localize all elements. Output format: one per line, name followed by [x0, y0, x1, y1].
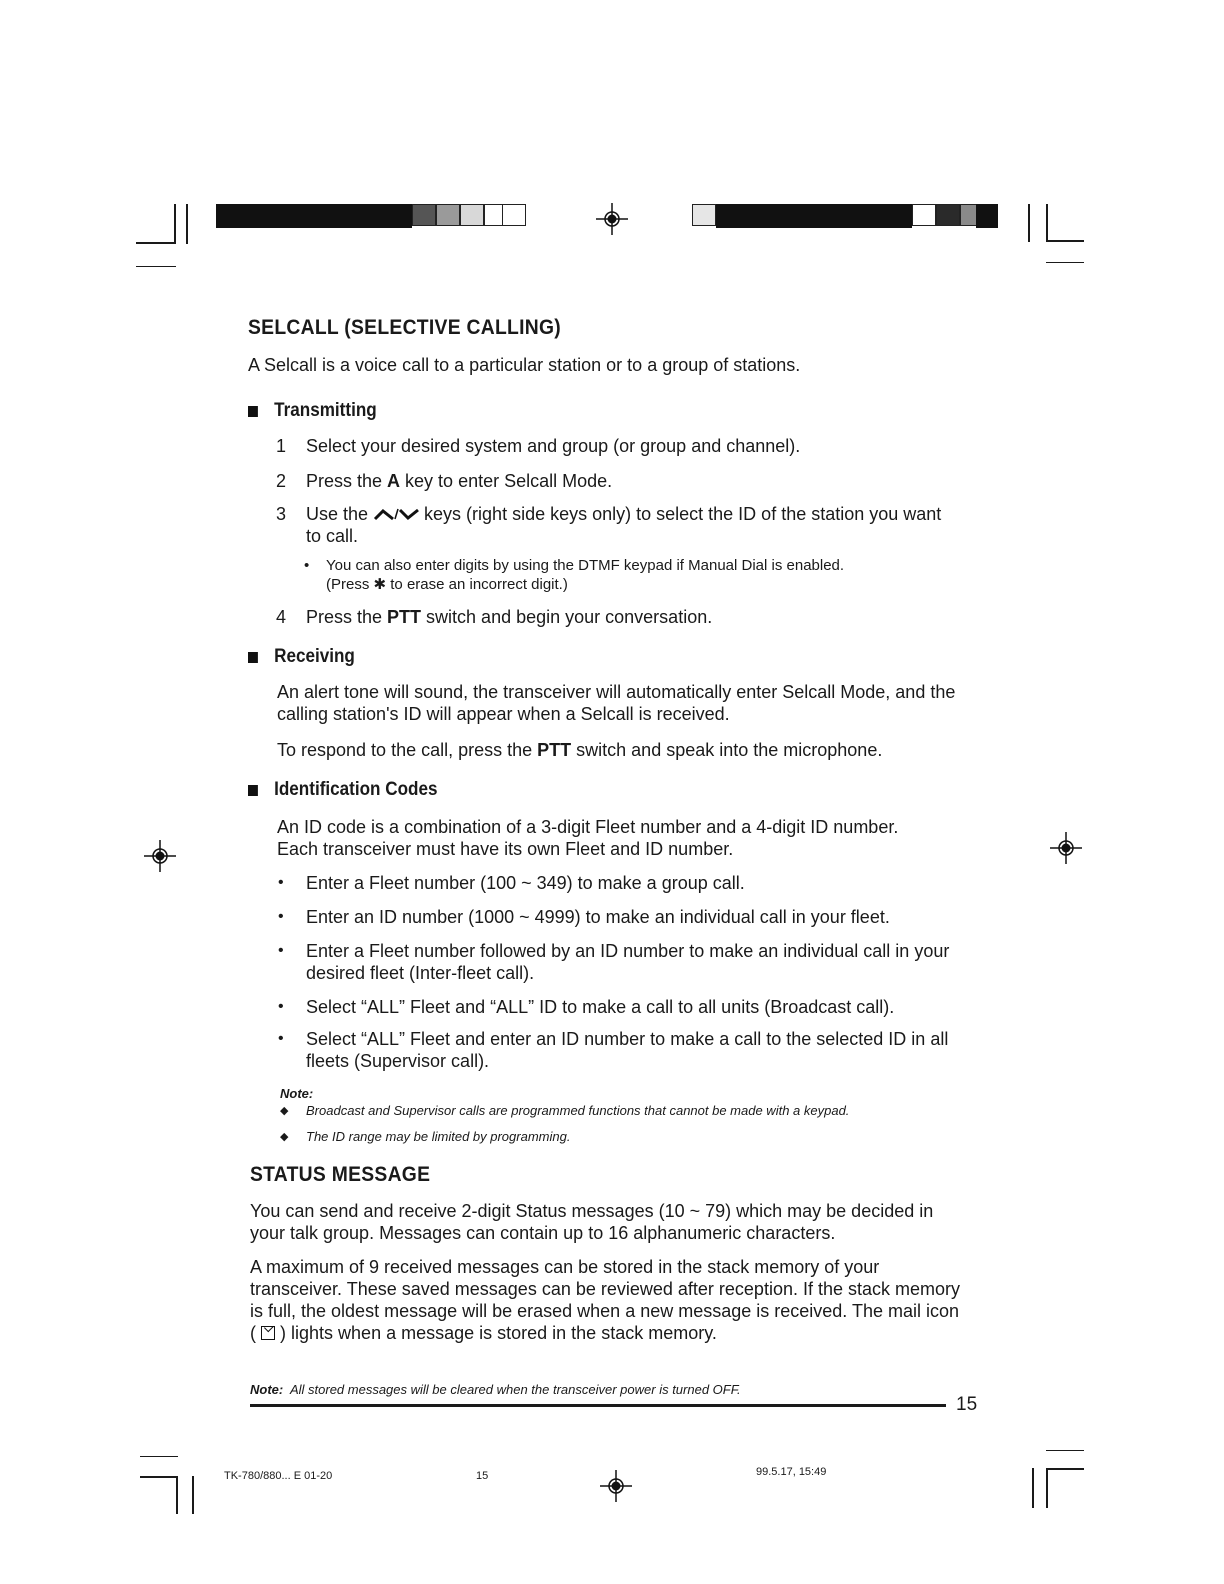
crop-mark — [1046, 1468, 1084, 1470]
key-a: A — [387, 471, 401, 491]
step-1: 1 Select your desired system and group (or group and channel). — [276, 436, 801, 456]
list-item: • Enter an ID number (1000 ~ 4999) to make an individual call in your fleet. — [278, 907, 890, 927]
section-title-selcall: SELCALL (SELECTIVE CALLING) — [248, 316, 562, 339]
bullet-square-icon — [248, 406, 258, 417]
bullet-square-icon — [248, 785, 258, 796]
crop-mark — [1032, 1468, 1034, 1508]
crop-mark — [174, 204, 176, 244]
asterisk-key-icon: ✱ — [373, 576, 387, 593]
up-down-arrow-keys-icon — [373, 504, 419, 524]
status-paragraph-2: A maximum of 9 received messages can be stored in the stack memory of your transceiver. These saved messages can be reviewed after reception. If the stack memory is full, the oldest message will be erased when a new message is received. The mail icon ( ) lights when a message is stored in the stack memory. — [250, 1257, 961, 1343]
note-label: Note: — [280, 1086, 314, 1101]
crop-mark — [140, 1456, 178, 1457]
registration-mark-icon — [1048, 830, 1084, 866]
sub-note: • You can also enter digits by using the DTMF keypad if Manual Dial is enabled. (Press ✱ to erase an incorrect digit.) — [304, 557, 845, 593]
crop-mark — [136, 242, 176, 244]
status-note: Note: All stored messages will be cleared when the transceiver power is turned OFF. — [250, 1382, 741, 1397]
note-item: ◆ Broadcast and Supervisor calls are programmed functions that cannot be made with a keypad. — [280, 1103, 850, 1118]
registration-mark-icon — [142, 838, 178, 874]
step-3: 3 Use the keys (right side keys only) to select the ID of the station you want to call. — [276, 504, 942, 546]
crop-mark — [1046, 204, 1048, 242]
crop-mark — [1046, 262, 1084, 263]
crop-mark — [192, 1476, 194, 1514]
list-item: • Select “ALL” Fleet and enter an ID number to make a call to the selected ID in all fleets (Supervisor call). — [278, 1029, 949, 1071]
registration-mark-icon — [594, 201, 630, 237]
heading-identification-codes: Identification Codes — [248, 779, 438, 801]
list-item: • Select “ALL” Fleet and “ALL” ID to make a call to all units (Broadcast call). — [278, 997, 895, 1017]
key-ptt: PTT — [537, 740, 572, 760]
step-2: 2 Press the A key to enter Selcall Mode. — [276, 471, 613, 491]
note-item: ◆ The ID range may be limited by programming. — [280, 1129, 571, 1144]
crop-mark — [140, 1476, 178, 1478]
section-title-status-message: STATUS MESSAGE — [250, 1163, 431, 1186]
selcall-intro: A Selcall is a voice call to a particular station or to a group of stations. — [248, 355, 801, 375]
footer-timestamp: 99.5.17, 15:49 — [756, 1466, 827, 1478]
step-4: 4 Press the PTT switch and begin your conversation. — [276, 607, 713, 627]
footer-page: 15 — [476, 1470, 489, 1482]
footer-file-id: TK-780/880... E 01-20 — [224, 1470, 333, 1482]
list-item: • Enter a Fleet number (100 ~ 349) to make a group call. — [278, 873, 745, 893]
crop-mark — [1028, 204, 1030, 242]
diamond-bullet-icon: ◆ — [280, 1105, 289, 1117]
color-bar-left — [216, 204, 526, 228]
key-ptt: PTT — [387, 607, 422, 627]
status-paragraph-1: You can send and receive 2-digit Status messages (10 ~ 79) which may be decided in your talk group. Messages can contain up to 16 alphanumeric characters. — [250, 1201, 934, 1243]
crop-mark — [186, 204, 188, 244]
receiving-paragraph-1: An alert tone will sound, the transceiver will automatically enter Selcall Mode, and the calling station's ID will appear when a Selcall is received. — [277, 682, 956, 724]
diamond-bullet-icon: ◆ — [280, 1131, 289, 1143]
page-number: 15 — [956, 1394, 978, 1415]
crop-mark — [1046, 240, 1084, 242]
id-codes-intro: An ID code is a combination of a 3-digit Fleet number and a 4-digit ID number. Each transceiver must have its own Fleet and ID number. — [277, 817, 899, 859]
color-bar-right — [692, 204, 998, 228]
heading-transmitting: Transmitting — [248, 400, 377, 422]
crop-mark — [136, 266, 176, 267]
bullet-square-icon — [248, 652, 258, 663]
mail-icon — [261, 1326, 275, 1340]
heading-receiving: Receiving — [248, 646, 355, 668]
receiving-paragraph-2: To respond to the call, press the PTT switch and speak into the microphone. — [277, 740, 883, 760]
list-item: • Enter a Fleet number followed by an ID number to make an individual call in your desired fleet (Inter-fleet call). — [278, 941, 950, 983]
footer-rule — [250, 1404, 946, 1407]
registration-mark-icon — [598, 1468, 634, 1504]
crop-mark — [1046, 1450, 1084, 1451]
crop-mark — [176, 1476, 178, 1514]
crop-mark — [1046, 1468, 1048, 1508]
